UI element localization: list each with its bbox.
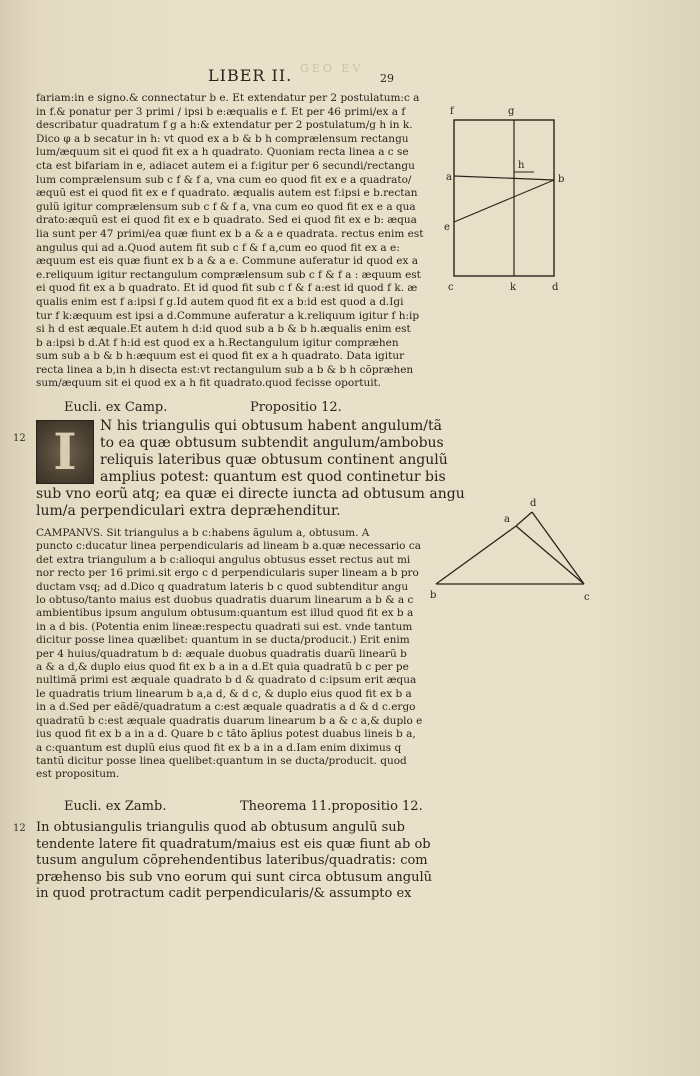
text-line: sum sub a b & b h:æquum est ei quod fit ex a h quadrato. Data igitur: [36, 350, 405, 363]
text-line: le quadratis trium linearum b a,a d, & d c, & duplo eius quod fit ex b a: [36, 687, 412, 700]
text-line: In obtusiangulis triangulis quod ab obtusum angulũ sub: [36, 820, 405, 835]
label-e: e: [444, 222, 450, 233]
label-b: b: [558, 174, 565, 185]
perpendicular-d-c: [532, 512, 584, 584]
running-head: LIBER II.: [208, 66, 293, 85]
square-outline: [454, 120, 554, 276]
text-line: CAMPANVS. Sit triangulus a b c:habens ãgulum a, obtusum. A: [36, 527, 370, 539]
text-line: drato:æquũ est ei quod fit ex e b quadrato. Sed ei quod fit ex e b: æqua: [36, 214, 417, 227]
text-line: nor recto per 16 primi.sit ergo c d perpendicularis super lineam a b pro: [36, 567, 419, 580]
side-a-c: [516, 526, 584, 584]
text-line: reliquis lateribus quæ obtusum continent angulũ: [100, 452, 448, 468]
line-a-b: [454, 176, 554, 180]
text-line: per 4 huius/quadratum b d: æquale duobus quadratis duarũ linearũ b: [36, 647, 407, 660]
text-line: tur f k:æquum est ipsi a d.Commune auferatur a k.reliquum igitur f h:ip: [36, 309, 420, 322]
text-line: ei quod fit ex a b quadrato. Et id quod fit sub c f & f a:est id quod f k. æ: [36, 282, 418, 295]
label-c: c: [448, 282, 454, 293]
text-line: sub vno eorũ atq; ea quæ ei directe iuncta ad obtusum angu: [36, 486, 465, 502]
text-line: quadratũ b c:est æquale quadratis duarum linearum b a & c a,& duplo e: [36, 714, 423, 727]
campanus-commentary: [36, 527, 428, 782]
line-e-b: [454, 180, 554, 222]
text-line: est propositum.: [36, 768, 120, 781]
text-line: puncto c:ducatur linea perpendicularis ad lineam b a.quæ necessario ca: [36, 540, 421, 553]
text-line: æquum est eis quæ fiunt ex b a & a e. Commune auferatur id quod ex a: [36, 255, 419, 268]
text-line: gulũ igitur comprælensum sub c f & f a, vna cum eo quod fit ex e a qua: [36, 200, 416, 213]
text-line: e.reliquum igitur rectangulum comprælensum sub c f & f a : æquum est: [36, 268, 421, 281]
proof-paragraph: [36, 92, 428, 402]
text-line: lo obtuso/tanto maius est duobus quadratis duarum linearum a b & a c: [36, 594, 414, 607]
text-line: præhenso bis sub vno eorum qui sunt circa obtusum angulũ: [36, 869, 433, 885]
label-f: f: [450, 106, 454, 117]
text-line: in f.& ponatur per 3 primi / ipsi b e:æqualis e f. Et per 46 primi/ex a f: [36, 105, 406, 118]
initial-letter: I: [53, 422, 77, 481]
text-line: tendente latere fit quadratum/maius est eis quæ fiunt ab ob: [36, 836, 431, 852]
text-line: qualis enim est f a:ipsi f g.Id autem quod fit ex a b:id est quod a d.Igi: [36, 295, 404, 308]
side-b-a: [436, 526, 516, 584]
margin-number: 12: [13, 433, 26, 444]
text-line: ductam vsq; ad d.Dico q quadratum lateris b c quod subtenditur angu: [36, 580, 409, 593]
text-line: amplius potest: quantum est quod continetur bis: [100, 469, 446, 485]
obtuse-triangle-figure: [430, 490, 600, 610]
extension-a-d: [516, 512, 532, 526]
label-h: h: [518, 160, 525, 171]
text-line: describatur quadratum f g a h:& extendatur per 2 postulatum/g h in k.: [36, 119, 413, 132]
label-b: b: [430, 590, 437, 601]
bleed-through-text: GEO EV: [300, 62, 364, 75]
label-d: d: [552, 282, 559, 293]
label-c: c: [584, 592, 590, 603]
section-heading-campanus: Eucli. ex Camp.: [64, 400, 168, 415]
text-line: angulus qui ad a.Quod autem fit sub c f & f a,cum eo quod fit ex a e:: [36, 241, 400, 254]
text-line: Dico φ a b secatur in h: vt quod ex a b & b h comprælensum rectangu: [36, 132, 409, 145]
text-line: fariam:in e signo.& connectatur b e. Et extendatur per 2 postulatum:c a: [36, 92, 420, 104]
label-g: g: [508, 106, 515, 117]
text-line: cta est bifariam in e, adiacet autem ei a f:igitur per 6 secundi/rectangu: [36, 159, 415, 172]
theorem-number: Theorema 11.propositio 12.: [240, 799, 423, 814]
text-line: in a d bis. (Potentia enim lineæ:respectu quadrati sui est. vnde tantum: [36, 620, 413, 633]
text-line: tantũ dicitur posse linea quelibet:quantum in se ducta/producit. quod: [36, 754, 407, 767]
text-line: ius quod fit ex b a in a d. Quare b c tãto ãplius potest duabus lineis b a,: [36, 728, 416, 741]
label-a: a: [446, 172, 452, 183]
margin-number: 12: [13, 823, 26, 834]
text-line: in a d.Sed per eãdẽ/quadratum a c:est æquale quadratis a d & d c.ergo: [36, 701, 416, 714]
text-line: b a:ipsi b d.At f h:id est quod ex a h.Rectangulum igitur compræhen: [36, 336, 399, 349]
text-line: sum/æquum sit ei quod ex a h fit quadrato.quod fecisse oportuit.: [36, 377, 382, 390]
square-construction-figure: [440, 100, 600, 300]
text-line: N his triangulis qui obtusum habent angulum/tã: [100, 418, 442, 434]
text-line: lum/æquum sit ei quod fit ex a h quadrato. Quoniam recta linea a c se: [36, 146, 409, 159]
text-line: tusum angulum cõprehendentibus lateribus/quadratis: com: [36, 853, 428, 869]
proposition-number: Propositio 12.: [250, 400, 342, 415]
text-line: lia sunt per 47 primi/ea quæ fiunt ex b a & a e quadrata. rectus enim est: [36, 227, 424, 240]
text-line: recta linea a b,in h disecta est:vt rectangulum sub a b & b h cõpræhen: [36, 363, 414, 376]
text-line: ambientibus ipsum angulum obtusum:quantum est illud quod fit ex b a: [36, 607, 414, 620]
text-line: to ea quæ obtusum subtendit angulum/ambobus: [100, 435, 444, 451]
label-d: d: [530, 498, 537, 509]
text-line: a c:quantum est duplũ eius quod fit ex b a in a d.Iam enim diximus q: [36, 741, 402, 754]
text-line: lum/a perpendiculari extra depræhenditur.: [36, 503, 341, 519]
section-heading-zamberti: Eucli. ex Zamb.: [64, 799, 167, 814]
text-line: nultimã primi est æquale quadrato b d & quadrato d c:ipsum erit æqua: [36, 674, 417, 687]
text-line: si h d est æquale.Et autem h d:id quod sub a b & b h.æqualis enim est: [36, 323, 411, 336]
page-number: 29: [380, 72, 394, 85]
text-line: det extra triangulum a b c:alioqui angulus obtusus esset rectus aut mi: [36, 553, 411, 566]
text-line: æquũ est ei quod fit ex e f quadrato. æqualis autem est f:ipsi e b.rectan: [36, 187, 418, 200]
zamberti-statement: [36, 820, 433, 903]
label-a: a: [504, 514, 510, 525]
text-line: lum comprælensum sub c f & f a, vna cum eo quod fit ex e a quadrato/: [36, 173, 412, 186]
label-k: k: [510, 282, 517, 293]
text-line: dicitur posse linea quælibet: quantum in se ducta/producit.) Erit enim: [36, 634, 410, 647]
text-line: a & a d,& duplo eius quod fit ex b a in a d.Et quia quadratũ b c per pe: [36, 661, 409, 674]
proposition-statement: [36, 418, 465, 520]
text-line: in quod protractum cadit perpendicularis/& assumpto ex: [36, 886, 412, 902]
